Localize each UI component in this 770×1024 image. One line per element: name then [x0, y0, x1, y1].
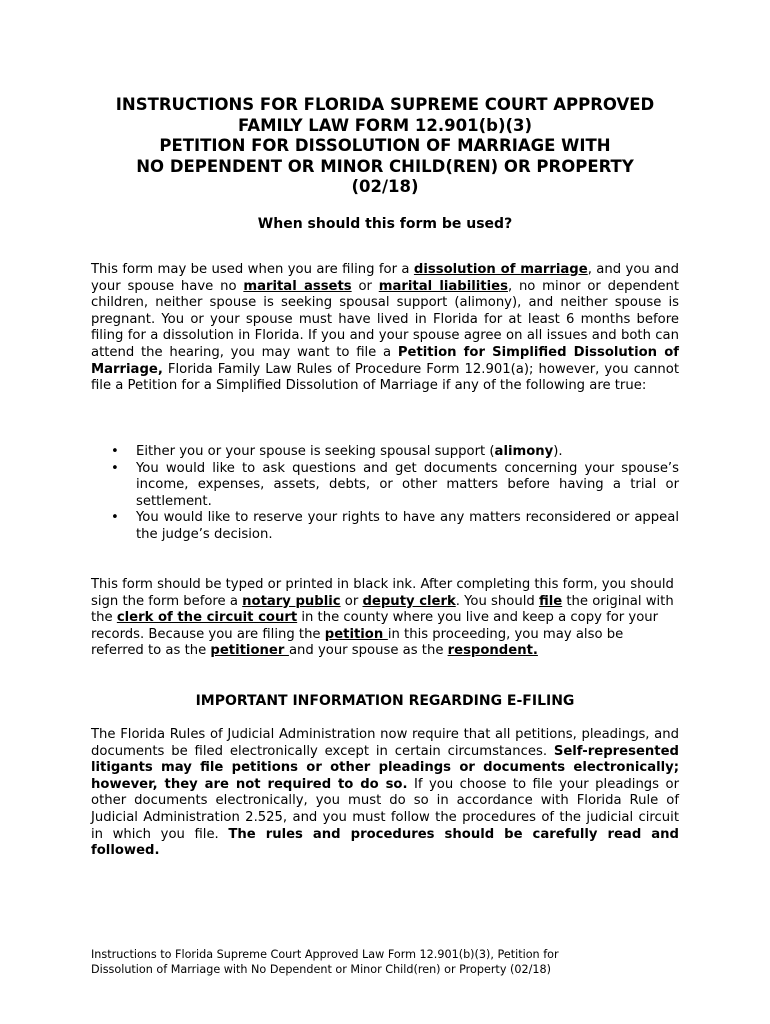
term-petitioner: petitioner [210, 643, 289, 659]
efiling-bold-2: The rules and procedures should be carefully read and followed. [91, 826, 679, 859]
bullet-1-end: ). [553, 444, 563, 459]
term-clerk-of-circuit-court: clerk of the circuit court [116, 610, 298, 626]
intro-text-2: , and you and your spouse have no [91, 262, 679, 294]
intro-text-4: , no minor or dependent children, neither spouse is seeking spousal support (alimony), and neither spouse is pregnant. You or your spouse must have lived in Florida for at least 6 months before filing for a dissolution in Florida. If you and your spouse agree on all issues and both can attend the hearing, you may want to file a [91, 278, 679, 360]
term-simplified-dissolution: Petition for Simplified Dissolution of Marriage, [91, 344, 679, 377]
term-marital-assets: marital assets [243, 278, 352, 294]
page-footer [91, 947, 691, 977]
term-deputy-clerk: deputy clerk [362, 593, 456, 609]
bullet-2-text: You would like to ask questions and get documents concerning your spouse’s income, expenses, assets, debts, or other matters before having a trial or settlement. [136, 460, 679, 509]
bullet-1-text: Either you or your spouse is seeking spousal support ( [136, 444, 495, 459]
intro-text-3: or [351, 278, 379, 294]
title-line-3: PETITION FOR DISSOLUTION OF MARRIAGE WITH [159, 136, 611, 156]
filing-text-5: in the county where you live and keep a copy for your records. Because you are filing the [91, 610, 659, 642]
footer-line-1: Instructions to Florida Supreme Court Approved Law Form 12.901(b)(3), Petition for [91, 948, 559, 961]
conditions-list [91, 444, 679, 544]
efiling-bold-1: Self-represented litigants may file petitions or other pleadings or documents electronically; however, they are not required to do so. [91, 743, 679, 792]
filing-text-3: . You should [455, 593, 539, 609]
term-marital-liabilities: marital liabilities [378, 278, 508, 294]
term-petition: petition [324, 626, 388, 642]
intro-text-5: Florida Family Law Rules of Procedure Form 12.901(a); however, you cannot file a Petition for a Simplified Dissolution of Marriage if any of the following are true: [91, 361, 679, 394]
term-notary-public: notary public [242, 593, 341, 609]
term-respondent: respondent. [447, 643, 538, 659]
list-item [91, 510, 679, 543]
efiling-heading: IMPORTANT INFORMATION REGARDING E-FILING [195, 693, 575, 709]
title-line-2: FAMILY LAW FORM 12.901(b)(3) [237, 115, 533, 135]
section-subheading: When should this form be used? [257, 216, 513, 232]
title-line-4: NO DEPENDENT OR MINOR CHILD(REN) OR PROPERTY [136, 156, 634, 176]
title-line-5: (02/18) [351, 177, 419, 197]
page-title [60, 95, 710, 198]
filing-text-2: or [340, 593, 363, 609]
term-alimony: alimony [494, 444, 554, 459]
footer-line-2: Dissolution of Marriage with No Dependent or Minor Child(ren) or Property (02/18) [91, 963, 551, 976]
bullet-3-text: You would like to reserve your rights to have any matters reconsidered or appeal the judge’s decision. [136, 510, 679, 542]
efiling-text-1: The Florida Rules of Judicial Administration now require that all petitions, pleadings, and documents be filed electronically except in certain circumstances. [91, 727, 679, 759]
list-item [91, 444, 679, 461]
efiling-text-2: If you choose to file your pleadings or other documents electronically, you must do so in accordance with Florida Rule of Judicial Administration 2.525, and you must follow the procedures of the judicial circuit in which you file. [91, 776, 679, 842]
bullet-icon: • [111, 510, 119, 526]
bullet-icon: • [111, 460, 119, 476]
filing-paragraph [91, 577, 679, 660]
filing-text-1: This form should be typed or printed in black ink. After completing this form, you should sign the form before a [91, 577, 674, 609]
bullet-icon: • [111, 444, 119, 459]
term-file: file [538, 593, 563, 609]
term-dissolution-of-marriage: dissolution of marriage [413, 262, 588, 277]
intro-paragraph [91, 262, 679, 395]
filing-text-7: and your spouse as the [288, 643, 448, 659]
filing-text-6: in this proceeding, you may also be referred to as the [91, 626, 624, 659]
title-line-1: INSTRUCTIONS FOR FLORIDA SUPREME COURT APPROVED [115, 95, 655, 114]
filing-text-4: the original with the [91, 593, 674, 626]
list-item [91, 461, 679, 511]
efiling-paragraph [91, 727, 679, 860]
intro-text-1: This form may be used when you are filing for a [91, 262, 414, 277]
